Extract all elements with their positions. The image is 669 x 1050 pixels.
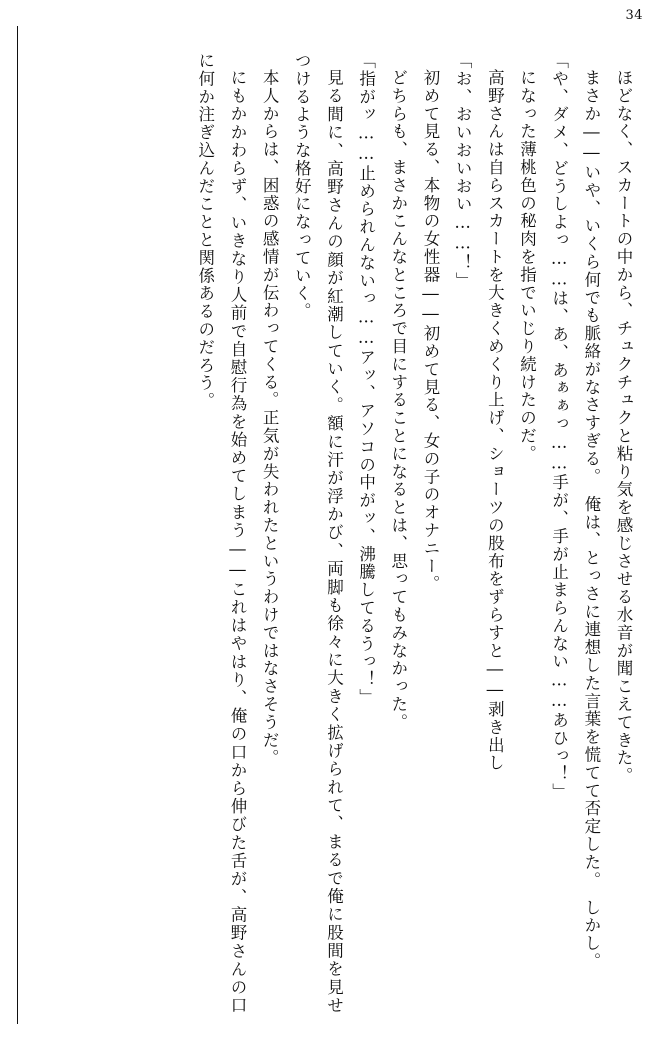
paragraph: まさか――いや、いくら何でも脈絡がなさすぎる。 俺は、とっさに連想した言葉を慌てて否定した。 しかし。 [581, 68, 601, 970]
page-frame-rule [17, 26, 18, 1024]
page-body-text [26, 52, 639, 1014]
page-number: 34 [625, 8, 643, 23]
paragraph-dialogue: 「や、ダメ、どうしよっ……は、あ、あぁぁっ……手が、手が止まらんない……あひっ！」 [549, 52, 569, 801]
paragraph: 見る間に、高野さんの顔が紅潮していく。額に汗が浮かび、両脚も徐々に大きく拡げられて、まるで俺に股間を見せつけるような格好になっていく。 [292, 52, 344, 1014]
paragraph-dialogue: 「指がッ……止められんないっ……アッ、アソコの中がッ、沸騰してるうっ！」 [356, 52, 376, 707]
paragraph: 本人からは、困惑の感情が伝わってくる。正気が失われたというわけではなさそうだ。 [260, 68, 280, 767]
paragraph: どちらも、まさかこんなところで目にすることになるとは、思ってもみなかった。 [388, 68, 408, 731]
paragraph: 初めて見る、本物の女性器――初めて見る、女の子のオナニー。 [420, 68, 440, 593]
paragraph: になった薄桃色の秘肉を指でいじり続けたのだ。 [517, 68, 537, 463]
paragraph-dialogue: 「お、おいおいおい……！」 [453, 52, 473, 290]
paragraph: ほどなく、スカートの中から、チュクチュクと粘り気を感じさせる水音が聞こえてきた。 [614, 68, 633, 785]
paragraph: にもかかわらず、いきなり人前で自慰行為を始めてしまう――これはやはり、俺の口から伸びた舌が、高野さんの口に何か注ぎ込んだことと関係あるのだろう。 [195, 52, 247, 1014]
paragraph: 高野さんは自らスカートを大きくめくり上げ、ショーツの股布をずらすと――剥き出し [485, 68, 505, 772]
